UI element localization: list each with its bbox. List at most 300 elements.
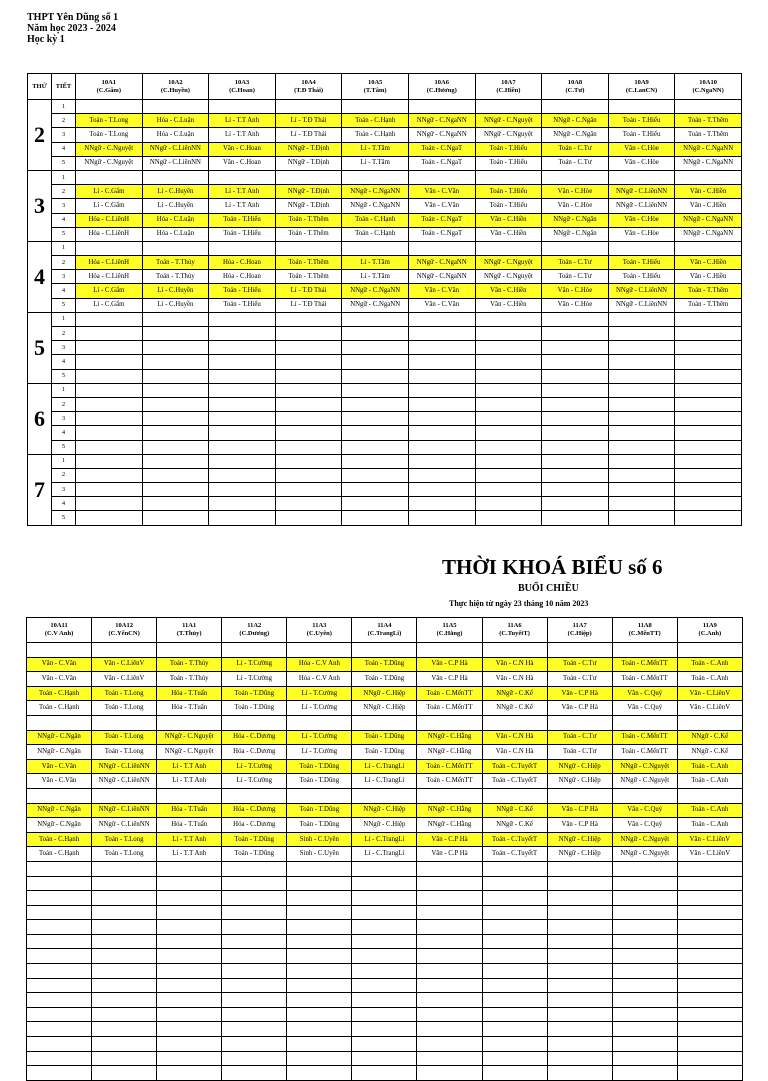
homeroom-teacher: (C.Huyền) (160, 86, 190, 94)
table-row (27, 1051, 743, 1066)
page-title: THỜI KHOÁ BIỂU số 6 (442, 555, 663, 579)
lesson-cell (342, 483, 409, 497)
lesson-cell (482, 964, 547, 979)
lesson-cell (92, 1066, 157, 1081)
table-row (27, 686, 743, 701)
lesson-cell (222, 1051, 287, 1066)
lesson-cell (408, 241, 475, 255)
col-header-class (608, 74, 675, 100)
day-label: 4 (28, 241, 52, 312)
lesson-cell (76, 397, 143, 411)
lesson-cell (209, 397, 276, 411)
lesson-cell: NNgữ - C.LiênNN (608, 199, 675, 213)
lesson-cell (417, 643, 482, 658)
lesson-cell: Toán - T.Hiếu (475, 142, 542, 156)
lesson-cell (482, 1037, 547, 1052)
lesson-cell: Toán - C.Tư (547, 657, 612, 672)
lesson-cell (222, 876, 287, 891)
lesson-cell: Toán - C.NgaT (408, 213, 475, 227)
lesson-cell: Lí - T.Đ Thái (275, 284, 342, 298)
lesson-cell (275, 341, 342, 355)
class-name: 10A7 (501, 78, 516, 86)
lesson-cell (608, 355, 675, 369)
lesson-cell (608, 170, 675, 184)
lesson-cell (209, 383, 276, 397)
lesson-cell (542, 369, 609, 383)
lesson-cell (547, 1037, 612, 1052)
lesson-cell (209, 341, 276, 355)
lesson-cell (677, 788, 742, 803)
lesson-cell (209, 327, 276, 341)
table-row (28, 483, 742, 497)
lesson-cell: NNgữ - C.NgaNN (342, 185, 409, 199)
lesson-cell (142, 511, 209, 525)
lesson-cell (475, 440, 542, 454)
lesson-cell (677, 993, 742, 1008)
lesson-cell: Văn - C.P Hà (547, 818, 612, 833)
lesson-cell: Toán - T.Hiếu (475, 185, 542, 199)
lesson-cell (612, 920, 677, 935)
lesson-cell (222, 1037, 287, 1052)
lesson-cell: NNgữ - T.Định (275, 156, 342, 170)
lesson-cell (675, 100, 742, 114)
lesson-cell (352, 920, 417, 935)
lesson-cell (27, 643, 92, 658)
lesson-cell: NNgữ - C.LiênNN (608, 284, 675, 298)
lesson-cell: Toán - C.Hạnh (27, 686, 92, 701)
lesson-cell (92, 643, 157, 658)
lesson-cell: NNgữ - C.Nguyệt (612, 832, 677, 847)
lesson-cell: Toán - T.Thêm (675, 284, 742, 298)
lesson-cell (209, 497, 276, 511)
lesson-cell: Toán - T.Hiếu (209, 284, 276, 298)
lesson-cell (222, 949, 287, 964)
lesson-cell: Toán - C.MếnTT (417, 759, 482, 774)
homeroom-teacher: (T.Thủy) (176, 630, 202, 637)
lesson-cell (222, 993, 287, 1008)
lesson-cell: Văn - C.N Hà (482, 745, 547, 760)
lesson-cell (27, 1051, 92, 1066)
lesson-cell: NNgữ - T.Định (275, 185, 342, 199)
lesson-cell: Toán - C.TuyếtT (482, 759, 547, 774)
lesson-cell (542, 383, 609, 397)
lesson-cell: NNgữ - T.Định (275, 142, 342, 156)
table-row (28, 355, 742, 369)
table-row (28, 156, 742, 170)
lesson-cell (547, 934, 612, 949)
homeroom-teacher: (C.Hương) (426, 86, 457, 94)
lesson-cell: Văn - C.Hòe (542, 199, 609, 213)
lesson-cell (677, 1007, 742, 1022)
period-number: 3 (52, 270, 76, 284)
lesson-cell: Toán - T.Long (92, 701, 157, 716)
lesson-cell: Toán - C.Anh (677, 657, 742, 672)
lesson-cell (92, 1037, 157, 1052)
lesson-cell: Lí - T.Cường (222, 672, 287, 687)
lesson-cell (482, 1066, 547, 1081)
lesson-cell (482, 949, 547, 964)
lesson-cell: Toán - T.Hiếu (608, 128, 675, 142)
lesson-cell (608, 454, 675, 468)
lesson-cell (342, 497, 409, 511)
lesson-cell (482, 876, 547, 891)
table-row (27, 643, 743, 658)
lesson-cell (608, 327, 675, 341)
lesson-cell (547, 1007, 612, 1022)
lesson-cell (612, 891, 677, 906)
lesson-cell: Toán - C.Hạnh (27, 847, 92, 862)
lesson-cell: Văn - C.LiênV (677, 686, 742, 701)
lesson-cell (542, 170, 609, 184)
lesson-cell (608, 426, 675, 440)
lesson-cell (275, 454, 342, 468)
lesson-cell: NNgữ - C.Hiệp (352, 803, 417, 818)
lesson-cell: NNgữ - C.Ngân (27, 803, 92, 818)
lesson-cell: Toán - C.MếnTT (417, 686, 482, 701)
lesson-cell: Hóa - C.Luận (142, 227, 209, 241)
school-name: THPT Yên Dũng số 1 (27, 12, 119, 23)
lesson-cell (608, 341, 675, 355)
lesson-cell (27, 964, 92, 979)
lesson-cell (475, 327, 542, 341)
lesson-cell (157, 861, 222, 876)
lesson-cell (482, 1022, 547, 1037)
lesson-cell (482, 1051, 547, 1066)
lesson-cell (157, 1022, 222, 1037)
lesson-cell: NNgữ - C.Hiệp (352, 818, 417, 833)
lesson-cell (92, 905, 157, 920)
lesson-cell (92, 978, 157, 993)
table-row (28, 440, 742, 454)
lesson-cell (475, 454, 542, 468)
col-header-class (342, 74, 409, 100)
lesson-cell (608, 100, 675, 114)
lesson-cell (352, 1037, 417, 1052)
lesson-cell (547, 861, 612, 876)
lesson-cell: Hóa - T.Tuấn (157, 701, 222, 716)
lesson-cell (417, 978, 482, 993)
class-name: 11A5 (442, 622, 457, 629)
lesson-cell: Toán - T.Long (92, 847, 157, 862)
col-header-day: THỨ (28, 74, 52, 100)
lesson-cell: Lí - T.T Anh (209, 199, 276, 213)
lesson-cell: Hóa - T.Tuấn (157, 686, 222, 701)
col-header-class (675, 74, 742, 100)
lesson-cell (612, 1051, 677, 1066)
lesson-cell (275, 497, 342, 511)
table-row (27, 774, 743, 789)
lesson-cell: Lí - T.Cường (222, 657, 287, 672)
lesson-cell: Lí - T.T Anh (157, 774, 222, 789)
class-name: 11A2 (247, 622, 262, 629)
lesson-cell: Văn - C.Hiền (675, 185, 742, 199)
homeroom-teacher: (C.Tư) (565, 86, 585, 94)
class-name: 11A4 (377, 622, 392, 629)
lesson-cell (417, 934, 482, 949)
school-term: Học kỳ 1 (27, 34, 65, 45)
lesson-cell (612, 1007, 677, 1022)
lesson-cell (342, 100, 409, 114)
table-row (27, 1066, 743, 1081)
lesson-cell: Văn - C.LiênV (92, 657, 157, 672)
lesson-cell (142, 497, 209, 511)
lesson-cell (475, 412, 542, 426)
lesson-cell: NNgữ - C.Kế (482, 818, 547, 833)
lesson-cell: Toán - T.Dũng (222, 701, 287, 716)
lesson-cell (142, 383, 209, 397)
homeroom-teacher: (C.NgaNN) (692, 86, 724, 94)
lesson-cell: Lí - C.TrangLí (352, 847, 417, 862)
lesson-cell: Toán - T.Thêm (675, 128, 742, 142)
lesson-cell: NNgữ - C.LiênNN (608, 298, 675, 312)
lesson-cell: Lí - C.Huyền (142, 185, 209, 199)
lesson-cell (287, 934, 352, 949)
lesson-cell: Toán - C.Hạnh (342, 213, 409, 227)
lesson-cell: Văn - C.LiênV (677, 701, 742, 716)
class-name: 10A6 (434, 78, 449, 86)
lesson-cell: Lí - C.Huyền (142, 298, 209, 312)
lesson-cell (157, 1007, 222, 1022)
period-number: 3 (52, 483, 76, 497)
lesson-cell: Văn - C.Hiền (475, 227, 542, 241)
lesson-cell (612, 934, 677, 949)
lesson-cell (352, 978, 417, 993)
lesson-cell: Toán - T.Dũng (287, 759, 352, 774)
lesson-cell (547, 876, 612, 891)
table-row (27, 964, 743, 979)
lesson-cell (547, 788, 612, 803)
lesson-cell: Toán - C.Tư (547, 672, 612, 687)
lesson-cell: NNgữ - C.Nguyệt (475, 114, 542, 128)
lesson-cell (542, 327, 609, 341)
lesson-cell (27, 993, 92, 1008)
table-row (28, 114, 742, 128)
class-name: 11A1 (182, 622, 197, 629)
lesson-cell (342, 341, 409, 355)
lesson-cell (542, 412, 609, 426)
lesson-cell (287, 1007, 352, 1022)
lesson-cell: NNgữ - T.Định (275, 199, 342, 213)
table-row (28, 341, 742, 355)
lesson-cell (608, 468, 675, 482)
table-row (27, 1037, 743, 1052)
period-number: 1 (52, 100, 76, 114)
lesson-cell (475, 497, 542, 511)
lesson-cell (408, 383, 475, 397)
lesson-cell: Lí - T.Cường (222, 774, 287, 789)
homeroom-teacher: (C.LanCN) (625, 86, 658, 94)
lesson-cell: NNgữ - C.Hiệp (352, 701, 417, 716)
lesson-cell: Toán - T.Dũng (222, 847, 287, 862)
lesson-cell: Toán - T.Hiếu (608, 256, 675, 270)
lesson-cell (542, 426, 609, 440)
lesson-cell (287, 1022, 352, 1037)
lesson-cell (608, 383, 675, 397)
lesson-cell (482, 905, 547, 920)
lesson-cell: Văn - C.Hoan (209, 156, 276, 170)
lesson-cell (482, 715, 547, 730)
lesson-cell (157, 993, 222, 1008)
lesson-cell: Toán - C.TuyếtT (482, 832, 547, 847)
lesson-cell (157, 920, 222, 935)
table-row (27, 730, 743, 745)
lesson-cell (287, 1051, 352, 1066)
lesson-cell: Hóa - C.Dương (222, 730, 287, 745)
lesson-cell: Văn - C.P Hà (417, 657, 482, 672)
lesson-cell (76, 312, 143, 326)
lesson-cell (675, 511, 742, 525)
lesson-cell (482, 1007, 547, 1022)
lesson-cell (142, 327, 209, 341)
header-row (27, 618, 743, 643)
lesson-cell (342, 440, 409, 454)
period-number: 3 (52, 412, 76, 426)
lesson-cell: Toán - C.Hạnh (27, 832, 92, 847)
lesson-cell (417, 949, 482, 964)
class-name: 10A5 (367, 78, 383, 86)
lesson-cell (417, 905, 482, 920)
lesson-cell (287, 993, 352, 1008)
lesson-cell (287, 905, 352, 920)
lesson-cell: NNgữ - C.NgaNN (342, 298, 409, 312)
lesson-cell (677, 978, 742, 993)
lesson-cell (342, 170, 409, 184)
lesson-cell (76, 468, 143, 482)
lesson-cell (675, 383, 742, 397)
lesson-cell (76, 355, 143, 369)
class-name: 11A7 (572, 622, 587, 629)
lesson-cell (27, 876, 92, 891)
lesson-cell (408, 170, 475, 184)
lesson-cell (342, 312, 409, 326)
period-number: 3 (52, 199, 76, 213)
lesson-cell (417, 861, 482, 876)
lesson-cell: Hóa - C.Dương (222, 818, 287, 833)
col-header-class (408, 74, 475, 100)
lesson-cell (222, 1066, 287, 1081)
lesson-cell (612, 1066, 677, 1081)
period-number: 1 (52, 170, 76, 184)
lesson-cell (157, 643, 222, 658)
class-name: 11A3 (312, 622, 327, 629)
lesson-cell (92, 891, 157, 906)
lesson-cell (76, 100, 143, 114)
lesson-cell: Lí - T.Tâm (342, 270, 409, 284)
lesson-cell: NNgữ - C.Kế (677, 745, 742, 760)
lesson-cell: Lí - T.Cường (222, 759, 287, 774)
lesson-cell (352, 1066, 417, 1081)
lesson-cell: Hóa - C.LiênH (76, 256, 143, 270)
lesson-cell (677, 949, 742, 964)
class-name: 10A2 (168, 78, 183, 86)
lesson-cell (475, 468, 542, 482)
lesson-cell (408, 312, 475, 326)
lesson-cell (157, 1066, 222, 1081)
lesson-cell (27, 978, 92, 993)
lesson-cell (542, 454, 609, 468)
lesson-cell: Văn - C.P Hà (547, 701, 612, 716)
lesson-cell: NNgữ - C.Hiệp (547, 774, 612, 789)
lesson-cell: Toán - T.Hiếu (608, 114, 675, 128)
lesson-cell (157, 905, 222, 920)
lesson-cell: Lí - T.Cường (287, 745, 352, 760)
timetable-afternoon (26, 617, 743, 1081)
table-row (27, 672, 743, 687)
lesson-cell (408, 468, 475, 482)
lesson-cell (352, 1007, 417, 1022)
homeroom-teacher: (C.Hiệp) (567, 630, 592, 637)
lesson-cell: Văn - C.P Hà (547, 803, 612, 818)
lesson-cell (92, 1007, 157, 1022)
lesson-cell (542, 355, 609, 369)
table-row (27, 701, 743, 716)
table-row (28, 170, 742, 184)
lesson-cell (542, 100, 609, 114)
lesson-cell (542, 440, 609, 454)
period-number: 4 (52, 142, 76, 156)
lesson-cell (475, 426, 542, 440)
lesson-cell: Lí - C.Huyền (142, 284, 209, 298)
lesson-cell (142, 440, 209, 454)
lesson-cell (408, 369, 475, 383)
homeroom-teacher: (T.Đ Thái) (294, 86, 324, 94)
lesson-cell (675, 312, 742, 326)
table-row (28, 227, 742, 241)
lesson-cell (287, 964, 352, 979)
lesson-cell: Toán - C.Anh (677, 803, 742, 818)
period-number: 4 (52, 213, 76, 227)
col-header-class (27, 618, 92, 643)
lesson-cell (142, 369, 209, 383)
lesson-cell (547, 1066, 612, 1081)
lesson-cell: Toán - C.MếnTT (612, 730, 677, 745)
table-row (28, 100, 742, 114)
lesson-cell (417, 876, 482, 891)
lesson-cell: Văn - C.Hiền (475, 284, 542, 298)
lesson-cell: Lí - C.Gấm (76, 199, 143, 213)
lesson-cell (482, 788, 547, 803)
lesson-cell (677, 1037, 742, 1052)
table-row (27, 861, 743, 876)
lesson-cell (142, 100, 209, 114)
day-label: 5 (28, 312, 52, 383)
lesson-cell (27, 949, 92, 964)
lesson-cell (675, 483, 742, 497)
lesson-cell (157, 876, 222, 891)
lesson-cell: Văn - C.P Hà (417, 672, 482, 687)
lesson-cell (608, 397, 675, 411)
lesson-cell: NNgữ - C.Nguyệt (612, 759, 677, 774)
lesson-cell: NNgữ - C.Hằng (417, 818, 482, 833)
lesson-cell: Toán - T.Thủy (142, 270, 209, 284)
lesson-cell (677, 876, 742, 891)
lesson-cell (92, 876, 157, 891)
lesson-cell (675, 497, 742, 511)
lesson-cell (342, 412, 409, 426)
lesson-cell (275, 426, 342, 440)
lesson-cell: NNgữ - C.Ngân (542, 114, 609, 128)
lesson-cell: NNgữ - C.NgaNN (342, 199, 409, 213)
period-number: 3 (52, 128, 76, 142)
lesson-cell (677, 905, 742, 920)
period-number: 2 (52, 114, 76, 128)
session-label: BUỔI CHIỀU (518, 583, 579, 594)
lesson-cell (342, 397, 409, 411)
lesson-cell: NNgữ - C.Hằng (417, 803, 482, 818)
lesson-cell: NNgữ - C.Nguyệt (157, 730, 222, 745)
lesson-cell (142, 397, 209, 411)
lesson-cell (612, 905, 677, 920)
